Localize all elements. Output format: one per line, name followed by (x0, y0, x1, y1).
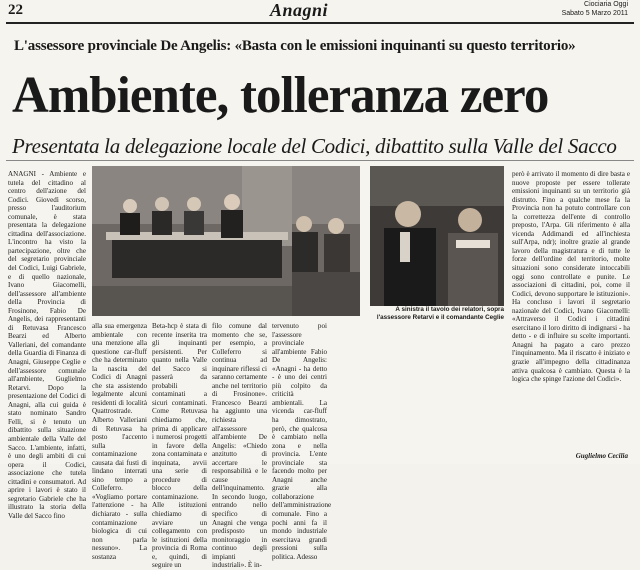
section-title: Anagni (270, 0, 329, 20)
photo-speakers-image (92, 166, 360, 316)
article-column-2: alla sua emergenza ambientale con una menzione alla questione car-fluff che ha determinato la nascita del Codici di Anagni che sta assistendo legalmente alcuni residenti di località Quattrostrade. Alberto Valleriani di Retuvasa ha posto l'accento sulla contaminazione causata dai fusti di lindano interrati sino tempo a Colleferro. «Vogliamo portare l'attenzione - ha dichiarato - sulla contaminazione biologica di cui non parla nessuno». La sostanza (92, 322, 147, 561)
headline: Ambiente, tolleranza zero (12, 67, 549, 124)
article-column-3: Beta-hcp è stata di recente inserita tra gli inquinanti persistenti. Per quanto nella Valle del Sacco si passerà da probabili contaminati a sicuri contaminati. Come Retuvasa chiediamo che, prima di applicare i numerosi progetti in favore della zona contaminata e inquinata, avvii una serie di procedure di blocco della contaminazione. Alle istituzioni chiediamo di avviare un collegamento con le istituzioni della provincia di Roma e, quindi, di seguire un (152, 322, 207, 570)
kicker: L'assessore provinciale De Angelis: «Basta con le emissioni inquinanti su questo territorio» (14, 38, 576, 54)
photo-speakers-table (92, 166, 360, 316)
subhead: Presentata la delegazione locale del Codici, dibattito sulla Valle del Sacco (12, 134, 617, 158)
photo-officials (370, 166, 504, 306)
article-column-1: ANAGNI - Ambiente e tutela del cittadino al centro dell'azione del Codici. Giovedì scorso, presso l'auditorium comunale, è stata presentata la delegazione cittadina dell'associazione. L'incontro ha visto la partecipazione, oltre che del segretario provinciale del Codici, Luigi Gabriele, e di quello nazionale, Ivano Giacomelli, dell'assessore all'ambiente della Provincia di Frosinone, Fabio De Angelis, dei rappresentanti di Retuvasa Francesco Bearzi ed Alberto Valleriani, del comandante della Guardia di Finanza di Anagni, Giuseppe Ceglie e dell'assessore comunale all'ambiente, Guglielmo Retarvi. Dopo la presentazione del Codici di Anagni, alla cui guida è stato nominato Sandro Felli, si è tenuto un dibattito sulla situazione ambientale della Valle del Sacco. L'ambiente, infatti, è uno degli ambiti di cui opera il Codici, associazione che tutela cittadini e consumatori. Ad aprire i lavori è stato il segretario Gabriele che ha illustrato la storia della Valle del Sacco fino (8, 170, 86, 520)
publication-date: Sabato 5 Marzo 2011 (561, 10, 628, 17)
publication-info (562, 0, 628, 18)
photo-officials-image (370, 166, 504, 306)
article-column-5: tervenuto poi l'assessore provinciale all'ambiente Fabio De Angelis: «Anagni - ha detto - è uno dei centri più colpito da criticità ambientali. La vicenda car-fluff ha dimostrato, però, che qualcosa è cambiato nella zona e nella provincia. L'ente provinciale sta facendo molto per Anagni anche grazie alla collaborazione dell'amministrazione comunale. Fino a pochi anni fa il mondo industriale esercitava grandi pressioni sulla politica. Adesso (272, 322, 332, 561)
article-column-6: però è arrivato il momento di dire basta e nuove proposte per essere tollerate emissioni inquinanti su un territorio già distrutto. Fino a qualche mese fa la Provincia non ha potuto controllare con la correttezza dell'ente di controllo preposto, l'Arpa. Gli riferimento è alla vicenda Addimandi ed all'inchiesta sull'Arpa, ndr); inoltre grazie al grande lavoro della magistratura e di tutte le forze dell'ordine del territorio, molte situazioni sono considerate intoccabili oggi sono controllate e punite. Le associazioni di cittadini, poi, come il Codici, devono supportare le istituzioni». Ha concluso i lavori il segretario nazionale del Codici, Ivano Giacomelli: «Attraverso il Codici i cittadini esercitano il loro diritto di indignarsi - ha detto - e di influire su scelte importanti. Anagni ha pagato a caro prezzo l'inquinamento. Ma il riscatto è iniziato e grazie all'impegno della cittadinanza attiva qualcosa è cambiato. Questa è la logica che spinge l'azione del Codici». (512, 170, 630, 384)
byline: Guglielmo Cecilia (575, 452, 628, 460)
photo-caption: A sinistra il tavolo dei relatori, sopra l'assessore Retarvi e il comandante Ceglie (376, 306, 504, 321)
article-column-4: filo comune dal momento che se, per esempio, a Colleferro si continua ad inquinare riflessi ci saranno certamente anche nel territorio di Frosinone». Francesco Bearzi ha aggiunto una richiesta all'assessore all'ambiente De Angelis: «Chiedo anzitutto di accertare le responsabilità e le cause dell'inquinamento. In secondo luogo, entrando nello specifico di Anagni che venga predisposto un monitoraggio in continuo degli impianti industriali». È in- (212, 322, 267, 570)
masthead-rule (6, 22, 634, 24)
subhead-rule (6, 160, 634, 161)
publication-name: Ciociaria Oggi (584, 1, 628, 8)
page-number: 22 (8, 2, 23, 18)
